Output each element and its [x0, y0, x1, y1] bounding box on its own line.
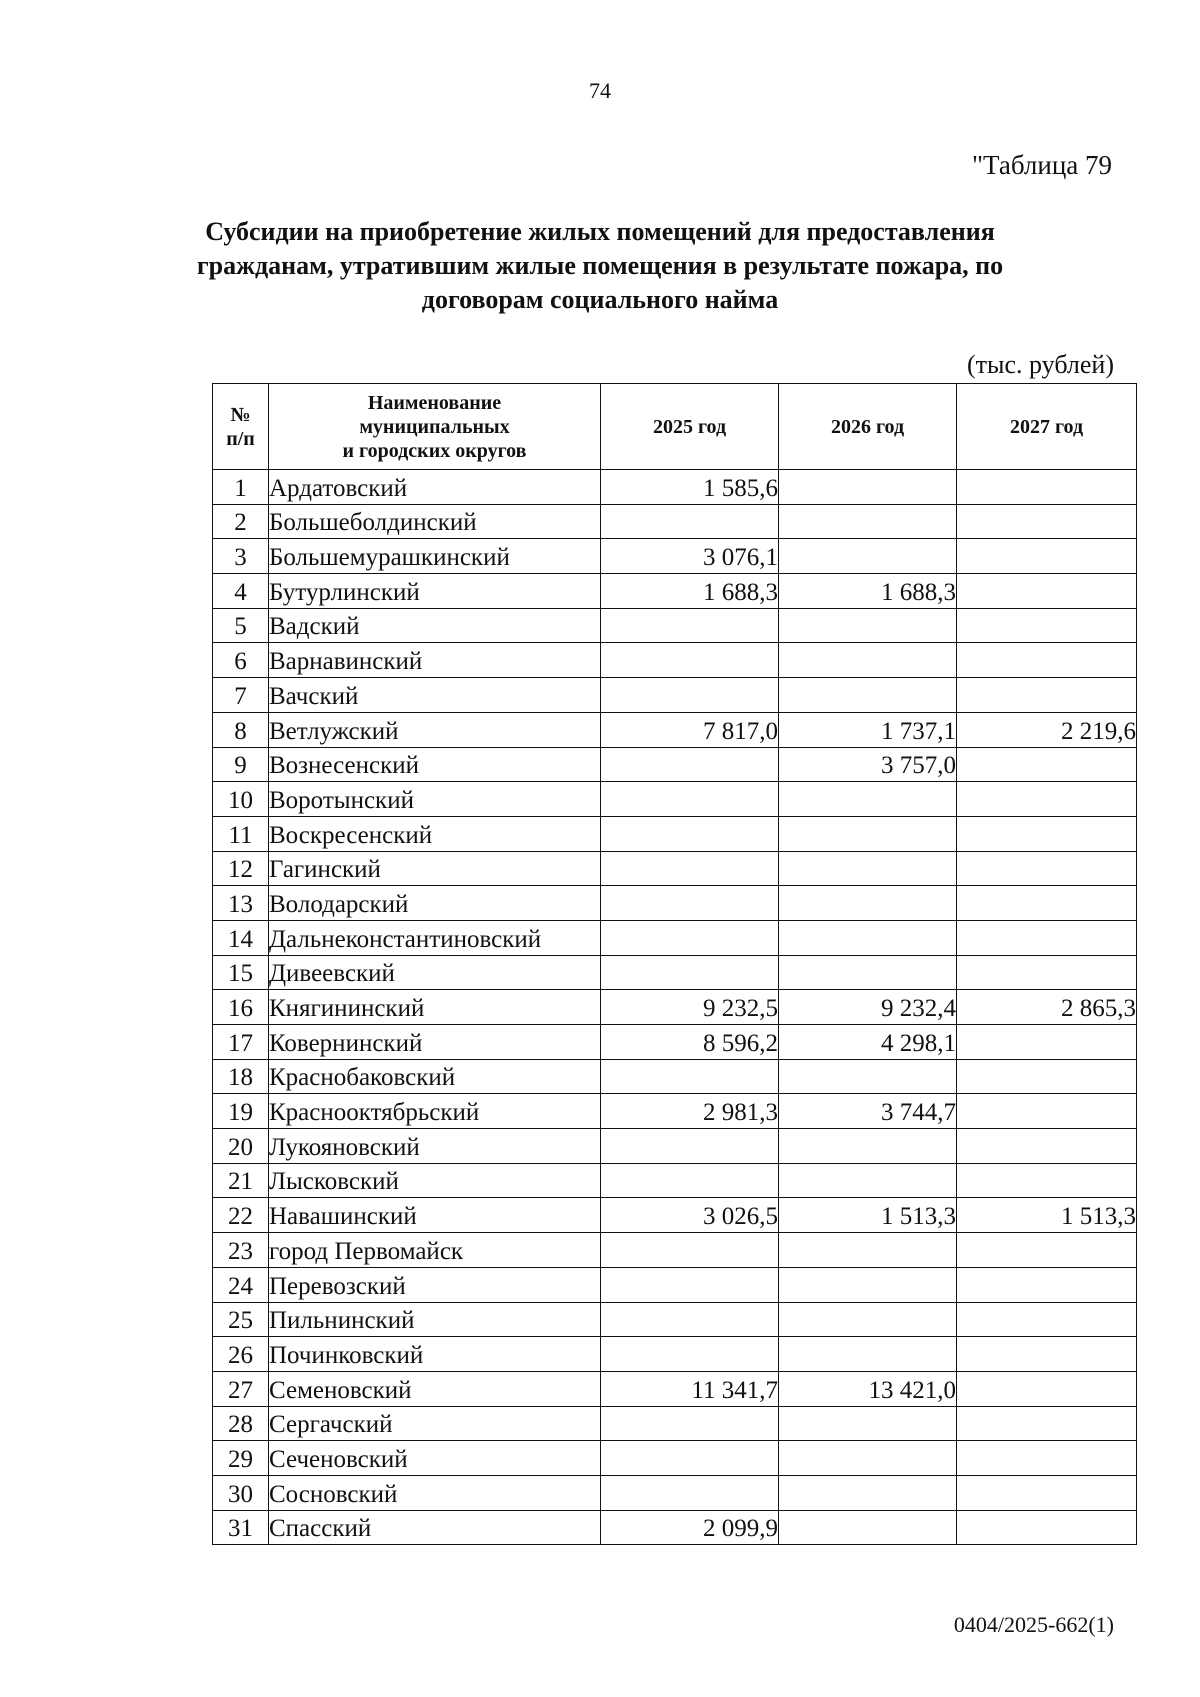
value-2026	[779, 678, 957, 713]
header-2027: 2027 год	[957, 384, 1137, 470]
value-2026	[779, 504, 957, 539]
value-2025	[601, 851, 779, 886]
value-2025	[601, 747, 779, 782]
row-name: Дивеевский	[269, 955, 601, 990]
value-2027	[957, 1406, 1137, 1441]
value-2026: 3 744,7	[779, 1094, 957, 1129]
row-number: 24	[213, 1267, 269, 1302]
row-name: Вадский	[269, 608, 601, 643]
table-row	[213, 504, 1137, 539]
value-2026	[779, 1233, 957, 1268]
row-name: Варнавинский	[269, 643, 601, 678]
value-2026	[779, 1302, 957, 1337]
value-2025	[601, 886, 779, 921]
value-2026	[779, 816, 957, 851]
value-2026	[779, 782, 957, 817]
row-number: 23	[213, 1233, 269, 1268]
title-line: Субсидии на приобретение жилых помещений для предоставления	[205, 217, 995, 246]
row-name: Семеновский	[269, 1371, 601, 1406]
title-line: гражданам, утратившим жилые помещения в результате пожара, по	[196, 251, 1004, 280]
value-2026	[779, 539, 957, 574]
row-name: Большеболдинский	[269, 504, 601, 539]
row-number: 4	[213, 574, 269, 609]
value-2027	[957, 782, 1137, 817]
value-2027	[957, 886, 1137, 921]
row-number: 1	[213, 470, 269, 505]
value-2026	[779, 643, 957, 678]
value-2025: 8 596,2	[601, 1025, 779, 1060]
value-2027	[957, 1233, 1137, 1268]
value-2027	[957, 747, 1137, 782]
value-2026	[779, 1267, 957, 1302]
value-2027	[957, 1337, 1137, 1372]
row-name: Лукояновский	[269, 1129, 601, 1164]
row-number: 26	[213, 1337, 269, 1372]
value-2027	[957, 1163, 1137, 1198]
value-2026	[779, 470, 957, 505]
value-2027	[957, 1371, 1137, 1406]
row-name: Спасский	[269, 1510, 601, 1545]
row-name: Ветлужский	[269, 712, 601, 747]
row-name: Сосновский	[269, 1475, 601, 1510]
value-2027	[957, 539, 1137, 574]
row-name: Ардатовский	[269, 470, 601, 505]
row-number: 31	[213, 1510, 269, 1545]
row-name: Гагинский	[269, 851, 601, 886]
value-2025: 3 026,5	[601, 1198, 779, 1233]
value-2025	[601, 643, 779, 678]
row-number: 30	[213, 1475, 269, 1510]
row-number: 2	[213, 504, 269, 539]
value-2027	[957, 1475, 1137, 1510]
row-name: Большемурашкинский	[269, 539, 601, 574]
table-row	[213, 747, 1137, 782]
value-2025	[601, 1337, 779, 1372]
table-row	[213, 1302, 1137, 1337]
row-number: 15	[213, 955, 269, 990]
row-name: Лысковский	[269, 1163, 601, 1198]
row-number: 14	[213, 920, 269, 955]
header-2026: 2026 год	[779, 384, 957, 470]
document-title	[160, 215, 1040, 317]
value-2027	[957, 608, 1137, 643]
value-2025	[601, 1406, 779, 1441]
row-number: 10	[213, 782, 269, 817]
value-2027	[957, 470, 1137, 505]
value-2025	[601, 816, 779, 851]
header-num: № п/п	[213, 384, 269, 470]
value-2025	[601, 678, 779, 713]
table-row	[213, 1371, 1137, 1406]
units-label: (тыс. рублей)	[966, 350, 1114, 379]
value-2027	[957, 1094, 1137, 1129]
value-2025: 1 688,3	[601, 574, 779, 609]
value-2026: 1 737,1	[779, 712, 957, 747]
value-2027	[957, 1441, 1137, 1476]
row-name: Володарский	[269, 886, 601, 921]
row-number: 22	[213, 1198, 269, 1233]
value-2026	[779, 1129, 957, 1164]
value-2025	[601, 920, 779, 955]
value-2025	[601, 608, 779, 643]
value-2027	[957, 1510, 1137, 1545]
row-name: Перевозский	[269, 1267, 601, 1302]
value-2026	[779, 851, 957, 886]
row-number: 6	[213, 643, 269, 678]
row-number: 7	[213, 678, 269, 713]
value-2026	[779, 1059, 957, 1094]
value-2026	[779, 1441, 957, 1476]
row-name: Ковернинский	[269, 1025, 601, 1060]
table-row	[213, 920, 1137, 955]
row-number: 17	[213, 1025, 269, 1060]
value-2026	[779, 1406, 957, 1441]
table-row	[213, 1129, 1137, 1164]
row-name: Краснооктябрьский	[269, 1094, 601, 1129]
value-2027	[957, 955, 1137, 990]
table-row	[213, 678, 1137, 713]
row-number: 28	[213, 1406, 269, 1441]
value-2025: 2 099,9	[601, 1510, 779, 1545]
row-number: 19	[213, 1094, 269, 1129]
table-row	[213, 1406, 1137, 1441]
table-row	[213, 1198, 1137, 1233]
value-2026	[779, 955, 957, 990]
value-2026	[779, 920, 957, 955]
value-2027	[957, 1025, 1137, 1060]
row-name: Сергачский	[269, 1406, 601, 1441]
value-2027	[957, 1267, 1137, 1302]
row-number: 3	[213, 539, 269, 574]
value-2026	[779, 1475, 957, 1510]
table-body	[213, 470, 1137, 1545]
value-2026	[779, 886, 957, 921]
table-label: "Таблица 79	[972, 150, 1112, 180]
value-2027	[957, 851, 1137, 886]
row-number: 16	[213, 990, 269, 1025]
value-2026: 1 688,3	[779, 574, 957, 609]
document-code: 0404/2025-662(1)	[953, 1612, 1114, 1637]
table-row	[213, 539, 1137, 574]
value-2027	[957, 643, 1137, 678]
row-name: Вачский	[269, 678, 601, 713]
value-2027	[957, 678, 1137, 713]
table-row	[213, 990, 1137, 1025]
header-2025: 2025 год	[601, 384, 779, 470]
row-number: 5	[213, 608, 269, 643]
row-name: Дальнеконстантиновский	[269, 920, 601, 955]
table-row	[213, 782, 1137, 817]
row-number: 12	[213, 851, 269, 886]
table-row	[213, 1267, 1137, 1302]
value-2027: 1 513,3	[957, 1198, 1137, 1233]
row-name: Краснобаковский	[269, 1059, 601, 1094]
value-2025: 7 817,0	[601, 712, 779, 747]
value-2026	[779, 1510, 957, 1545]
row-name: Воротынский	[269, 782, 601, 817]
value-2025	[601, 955, 779, 990]
row-name: Пильнинский	[269, 1302, 601, 1337]
value-2025	[601, 1267, 779, 1302]
table-row	[213, 1163, 1137, 1198]
value-2027: 2 219,6	[957, 712, 1137, 747]
value-2026	[779, 1163, 957, 1198]
table-row	[213, 712, 1137, 747]
table-row	[213, 1094, 1137, 1129]
page-number: 74	[589, 78, 611, 103]
value-2025	[601, 1059, 779, 1094]
row-name: Воскресенский	[269, 816, 601, 851]
table-row	[213, 851, 1137, 886]
table-row	[213, 1233, 1137, 1268]
row-number: 8	[213, 712, 269, 747]
table-row	[213, 1475, 1137, 1510]
value-2025: 9 232,5	[601, 990, 779, 1025]
value-2026: 4 298,1	[779, 1025, 957, 1060]
table-row	[213, 608, 1137, 643]
value-2026: 13 421,0	[779, 1371, 957, 1406]
row-number: 29	[213, 1441, 269, 1476]
value-2025: 11 341,7	[601, 1371, 779, 1406]
value-2027	[957, 504, 1137, 539]
value-2026	[779, 1337, 957, 1372]
row-number: 21	[213, 1163, 269, 1198]
table-header-row	[213, 384, 1137, 470]
table-row	[213, 574, 1137, 609]
value-2025	[601, 1302, 779, 1337]
value-2026	[779, 608, 957, 643]
value-2025	[601, 1475, 779, 1510]
value-2027	[957, 920, 1137, 955]
table-row	[213, 1337, 1137, 1372]
row-number: 9	[213, 747, 269, 782]
row-number: 18	[213, 1059, 269, 1094]
row-number: 11	[213, 816, 269, 851]
row-number: 13	[213, 886, 269, 921]
subsidy-table	[212, 383, 1137, 1545]
value-2026: 1 513,3	[779, 1198, 957, 1233]
value-2025: 2 981,3	[601, 1094, 779, 1129]
value-2026: 9 232,4	[779, 990, 957, 1025]
table-row	[213, 1025, 1137, 1060]
table-row	[213, 643, 1137, 678]
table-row	[213, 470, 1137, 505]
value-2025	[601, 1129, 779, 1164]
row-name: Бутурлинский	[269, 574, 601, 609]
value-2025	[601, 782, 779, 817]
value-2027	[957, 574, 1137, 609]
table-row	[213, 1510, 1137, 1545]
value-2025	[601, 504, 779, 539]
value-2025	[601, 1233, 779, 1268]
value-2025	[601, 1163, 779, 1198]
table-row	[213, 886, 1137, 921]
row-name: Вознесенский	[269, 747, 601, 782]
row-name: Сеченовский	[269, 1441, 601, 1476]
title-line: договорам социального найма	[421, 285, 779, 314]
row-name: Навашинский	[269, 1198, 601, 1233]
table-row	[213, 1059, 1137, 1094]
row-name: Починковский	[269, 1337, 601, 1372]
value-2027	[957, 1059, 1137, 1094]
row-number: 25	[213, 1302, 269, 1337]
value-2027: 2 865,3	[957, 990, 1137, 1025]
value-2027	[957, 1302, 1137, 1337]
value-2025: 3 076,1	[601, 539, 779, 574]
header-name: Наименование муниципальных и городских округов	[269, 384, 601, 470]
value-2025: 1 585,6	[601, 470, 779, 505]
row-name: Княгининский	[269, 990, 601, 1025]
value-2026: 3 757,0	[779, 747, 957, 782]
row-name: город Первомайск	[269, 1233, 601, 1268]
table-row	[213, 955, 1137, 990]
table-row	[213, 816, 1137, 851]
value-2027	[957, 1129, 1137, 1164]
value-2025	[601, 1441, 779, 1476]
table-row	[213, 1441, 1137, 1476]
row-number: 20	[213, 1129, 269, 1164]
value-2027	[957, 816, 1137, 851]
row-number: 27	[213, 1371, 269, 1406]
